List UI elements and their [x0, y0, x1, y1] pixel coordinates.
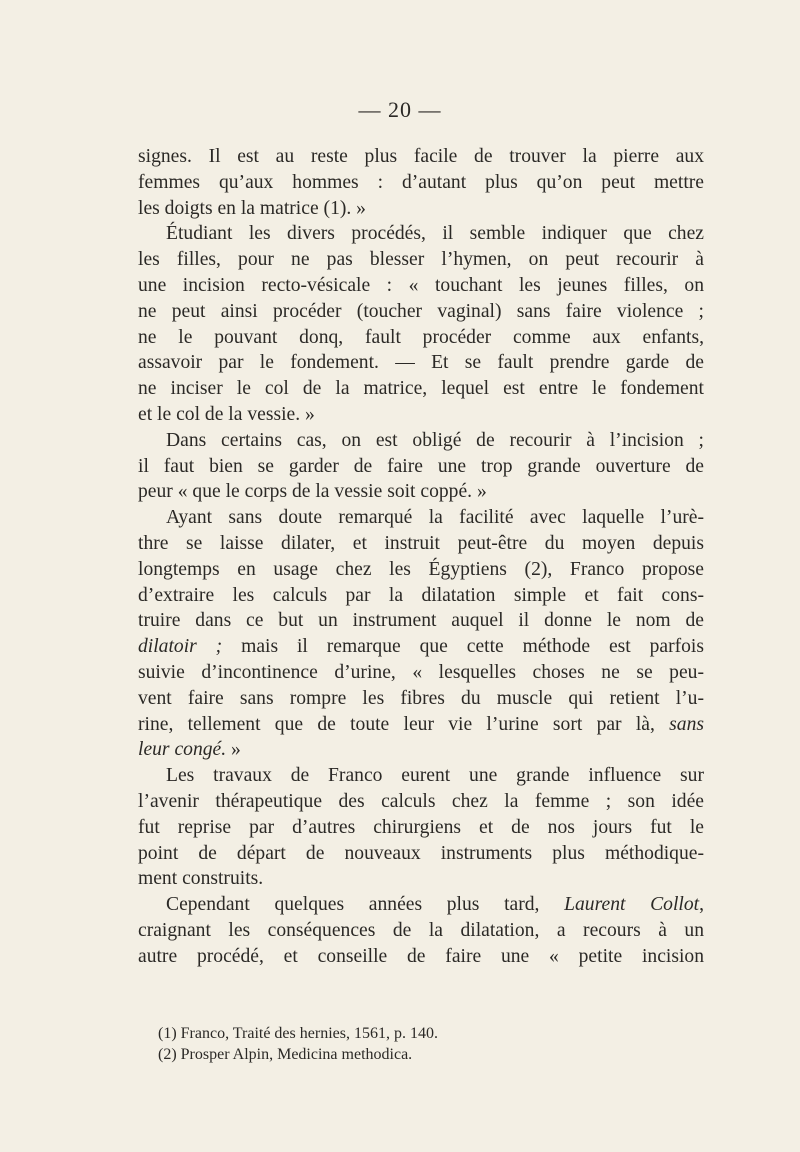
- text-line: d’extraire les calculs par la dilatation simple et fait cons-: [138, 584, 704, 606]
- text-line: femmes qu’aux hommes : d’autant plus qu’on peut mettre: [138, 171, 704, 193]
- text-line: une incision recto-vésicale : « touchant les jeunes filles, on: [138, 274, 704, 296]
- text-line: peur « que le corps de la vessie soit coppé. »: [138, 481, 487, 503]
- text-line: fut reprise par d’autres chirurgiens et de nos jours fut le: [138, 816, 704, 838]
- text-line: l’avenir thérapeutique des calculs chez la femme ; son idée: [138, 790, 704, 812]
- text-line: truire dans ce but un instrument auquel il donne le nom de: [138, 610, 704, 632]
- text-line: les filles, pour ne pas blesser l’hymen, on peut recourir à: [138, 249, 704, 271]
- text-line: suivie d’incontinence d’urine, « lesquelles choses ne se peu-: [138, 661, 704, 683]
- text-line: craignant les conséquences de la dilatation, a recours à un: [138, 919, 704, 941]
- text-line: thre se laisse dilater, et instruit peut-être du moyen depuis: [138, 532, 704, 554]
- text-line: rine, tellement que de toute leur vie l’urine sort par là, sans: [138, 713, 704, 735]
- text-line: Dans certains cas, on est obligé de recourir à l’incision ;: [166, 429, 704, 451]
- body-text: [138, 144, 704, 970]
- text-line: autre procédé, et conseille de faire une « petite incision: [138, 945, 704, 967]
- text-line: Étudiant les divers procédés, il semble indiquer que chez: [166, 223, 704, 245]
- footnote: (1) Franco, Traité des hernies, 1561, p. 140.: [158, 1025, 438, 1042]
- text-line: signes. Il est au reste plus facile de trouver la pierre aux: [138, 146, 704, 167]
- text-line: ment construits.: [138, 868, 264, 890]
- text-line: Les travaux de Franco eurent une grande influence sur: [166, 765, 704, 787]
- text-line: les doigts en la matrice (1). »: [138, 197, 366, 219]
- text-line: vent faire sans rompre les fibres du muscle qui retient l’u-: [138, 687, 704, 709]
- text-line: longtemps en usage chez les Égyptiens (2), Franco propose: [138, 558, 704, 580]
- text-line: et le col de la vessie. »: [138, 403, 315, 425]
- text-line: dilatoir ; mais il remarque que cette méthode est parfois: [138, 636, 705, 658]
- text-line: point de départ de nouveaux instruments plus méthodique-: [138, 842, 704, 864]
- text-line: assavoir par le fondement. — Et se fault prendre garde de: [138, 352, 704, 374]
- text-line: ne inciser le col de la matrice, lequel est entre le fondement: [138, 378, 704, 400]
- text-line: ne le pouvant donq, fault procéder comme aux enfants,: [138, 326, 704, 348]
- text-line: leur congé. »: [138, 739, 241, 761]
- footnotes: [158, 1023, 678, 1065]
- text-line: Cependant quelques années plus tard, Laurent Collot,: [166, 894, 705, 916]
- text-line: il faut bien se garder de faire une trop grande ouverture de: [138, 455, 704, 477]
- text-line: ne peut ainsi procéder (toucher vaginal) sans faire violence ;: [138, 300, 704, 322]
- footnote: (2) Prosper Alpin, Medicina methodica.: [158, 1046, 413, 1063]
- text-line: Ayant sans doute remarqué la facilité avec laquelle l’urè-: [166, 507, 704, 529]
- page-number: — 20 —: [358, 97, 442, 122]
